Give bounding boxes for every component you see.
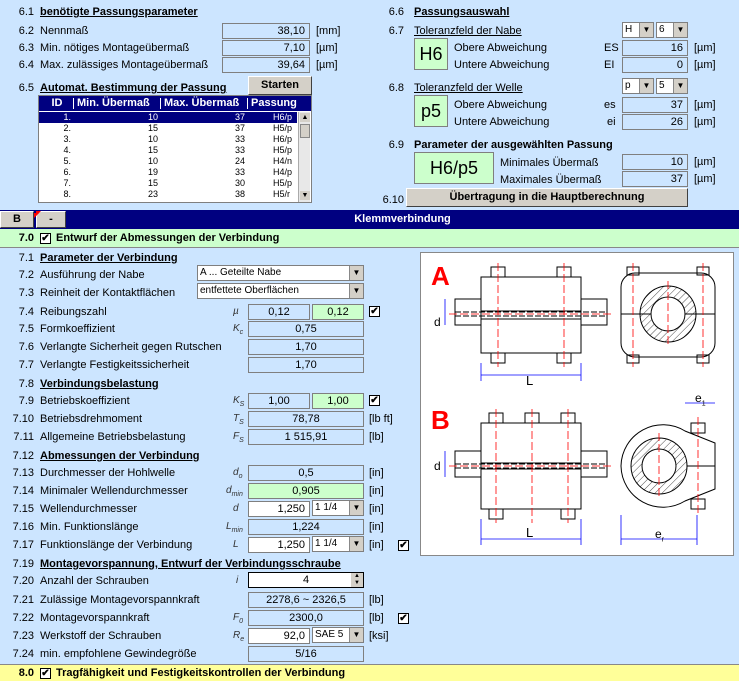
clamp-drawing-svg xyxy=(421,253,735,557)
dim-l-b: L xyxy=(526,525,534,540)
row-number: 6.5 xyxy=(18,82,34,94)
table-row[interactable] xyxy=(39,156,297,167)
table-cell: 15 xyxy=(147,123,158,133)
collapse-button[interactable]: - xyxy=(36,211,66,228)
dim-e2-sub: r xyxy=(661,536,665,544)
min-shaft-dia-value: 0,905 xyxy=(248,483,364,499)
shaft-tol-display: p5 xyxy=(414,95,448,127)
chevron-down-icon[interactable]: ▼ xyxy=(349,628,363,642)
row-number: 6.4 xyxy=(18,59,34,71)
hub-type-label: Ausführung der Nabe xyxy=(40,269,145,281)
friction-input[interactable]: 0,12 xyxy=(312,304,364,320)
bolt-count-value: 4 xyxy=(302,574,310,586)
hub-upper-value[interactable]: 16 xyxy=(622,40,688,56)
max-fit-label: Maximales Übermaß xyxy=(500,174,602,186)
row-number: 7.8 xyxy=(18,378,34,390)
table-cell: 15 xyxy=(147,145,158,155)
table-row[interactable] xyxy=(39,123,297,134)
table-cell: 19 xyxy=(147,167,158,177)
sec80-checkbox[interactable]: ✔ xyxy=(41,668,50,679)
table-cell: 10 xyxy=(147,156,158,166)
dim-d-b: d xyxy=(434,459,441,473)
strength-safety-value[interactable]: 1,70 xyxy=(248,357,364,373)
table-cell: H6/p xyxy=(273,112,293,122)
symbol-sub: e xyxy=(240,636,245,643)
symbol-sub: c xyxy=(239,329,244,336)
row-number: 6.6 xyxy=(388,6,404,18)
spinner-icon[interactable]: ▲ ▼ xyxy=(351,573,363,587)
unit: [lb ft] xyxy=(369,413,393,425)
surface-label: Reinheit der Kontaktflächen xyxy=(40,287,176,299)
dim-e1 xyxy=(695,391,706,407)
unit: [µm] xyxy=(694,99,716,111)
bolt-material-label: Werkstoff der Schrauben xyxy=(40,630,162,642)
hub-letter: H xyxy=(625,24,633,35)
shaft-dia-label: Wellendurchmesser xyxy=(40,503,138,515)
row-number: 7.23 xyxy=(12,630,34,642)
symbol-main: F xyxy=(233,612,240,623)
hub-upper-sym: ES xyxy=(604,42,619,54)
row-number: 7.3 xyxy=(18,287,34,299)
sec70-checkbox[interactable]: ✔ xyxy=(41,233,50,244)
table-cell: 30 xyxy=(234,178,245,188)
surface-select[interactable] xyxy=(197,283,364,299)
chevron-down-icon[interactable]: ▼ xyxy=(639,79,653,93)
chevron-down-icon[interactable]: ▼ xyxy=(349,537,363,551)
unit: [µm] xyxy=(694,156,716,168)
fit-select-title: Passungsauswahl xyxy=(414,6,510,18)
row-number: 7.4 xyxy=(18,306,34,318)
shaft-letter-select[interactable] xyxy=(622,78,654,94)
unit: [µm] xyxy=(316,42,338,54)
params-title: Parameter der Verbindung xyxy=(40,252,178,264)
row-number: 7.0 xyxy=(18,232,34,244)
table-cell: 3. xyxy=(63,134,71,144)
symbol: µ xyxy=(233,306,239,317)
table-cell: 33 xyxy=(234,167,245,177)
symbol-main: d xyxy=(233,467,239,478)
min-fit-label: Minimales Übermaß xyxy=(500,157,599,169)
table-cell: 2. xyxy=(63,123,71,133)
friction-value: 0,12 xyxy=(248,304,310,320)
row-number: 7.11 xyxy=(13,431,34,443)
shaft-dia-selected: 1 1/4 xyxy=(315,502,338,513)
row-number: 6.7 xyxy=(388,25,404,37)
thread-size-label: min. empfohlene Gewindegröße xyxy=(40,648,197,660)
strength-safety-label: Verlangte Festigkeitssicherheit xyxy=(40,359,190,371)
row-number: 7.2 xyxy=(18,269,34,281)
symbol-main: L xyxy=(226,521,232,532)
min-interference-label: Min. nötiges Montageübermaß xyxy=(40,42,190,54)
nominal-size-label: Nennmaß xyxy=(40,25,89,37)
dim-e2-main: e xyxy=(655,527,662,541)
scroll-up-icon[interactable]: ▲ xyxy=(301,114,309,121)
symbol: i xyxy=(236,575,239,586)
symbol xyxy=(226,521,243,534)
hub-upper-label: Obere Abweichung xyxy=(454,42,547,54)
allowed-preload-value: 2278,6 ~ 2326,5 xyxy=(248,592,364,608)
length-select[interactable] xyxy=(312,536,364,552)
slip-safety-label: Verlangte Sicherheit gegen Rutschen xyxy=(40,341,222,353)
row-number: 8.0 xyxy=(18,667,34,679)
table-row[interactable] xyxy=(39,189,297,200)
comment-marker-icon xyxy=(34,213,39,218)
table-cell: 4. xyxy=(63,145,71,155)
row-number: 6.9 xyxy=(388,139,404,151)
unit: [µm] xyxy=(694,59,716,71)
row-number: 7.14 xyxy=(12,485,34,497)
unit: [µm] xyxy=(694,116,716,128)
table-row[interactable] xyxy=(39,145,297,156)
unit: [in] xyxy=(369,539,384,551)
row-number: 7.21 xyxy=(12,594,34,606)
table-cell: 6. xyxy=(63,167,71,177)
chevron-down-icon[interactable]: ▼ xyxy=(349,284,363,298)
hub-type-select[interactable] xyxy=(197,265,364,281)
auto-fit-title: Automat. Bestimmung der Passung xyxy=(40,82,227,94)
symbol-sub: min xyxy=(231,491,243,498)
selected-fit-title: Parameter der ausgewählten Passung xyxy=(414,139,613,151)
symbol-sub: S xyxy=(239,419,244,426)
service-factor-input[interactable]: 1,00 xyxy=(312,393,364,409)
symbol xyxy=(233,431,244,444)
min-length-value: 1,224 xyxy=(248,519,364,535)
symbol-main: K xyxy=(233,395,240,406)
transfer-button[interactable]: Übertragung in die Hauptberechnung xyxy=(406,188,688,207)
shaft-dia-select[interactable] xyxy=(312,500,364,516)
row-number: 7.24 xyxy=(12,648,34,660)
unit: [in] xyxy=(369,521,384,533)
shaft-dia-input[interactable]: 1,250 xyxy=(248,501,310,517)
table-row[interactable] xyxy=(39,134,297,145)
friction-label: Reibungszahl xyxy=(40,306,107,318)
table-cell: H5/p xyxy=(273,123,293,133)
friction-checkbox[interactable]: ✔ xyxy=(370,306,379,317)
bolt-material-select[interactable] xyxy=(312,627,364,643)
dim-d-a: d xyxy=(434,315,441,329)
view-a-label: A xyxy=(431,261,450,291)
hub-letter-select[interactable] xyxy=(622,22,654,38)
bolt-count-input[interactable] xyxy=(248,572,364,588)
symbol-sub: S xyxy=(239,437,244,444)
torque-label: Betriebsdrehmoment xyxy=(40,413,143,425)
shaft-upper-label: Obere Abweichung xyxy=(454,99,547,111)
force-value[interactable]: 1 515,91 xyxy=(248,429,364,445)
bar-title: Klemmverbindung xyxy=(354,213,451,225)
hub-grade: 6 xyxy=(659,24,665,35)
unit: [ksi] xyxy=(369,630,389,642)
table-cell: 37 xyxy=(234,123,245,133)
force-label: Allgemeine Betriebsbelastung xyxy=(40,431,186,443)
row-number: 7.10 xyxy=(12,413,34,425)
service-factor-label: Betriebskoeffizient xyxy=(40,395,130,407)
unit: [in] xyxy=(369,503,384,515)
row-number: 7.6 xyxy=(18,341,34,353)
row-number: 7.16 xyxy=(12,521,34,533)
symbol xyxy=(233,413,244,426)
service-factor-value: 1,00 xyxy=(248,393,310,409)
hub-grade-select[interactable] xyxy=(656,22,688,38)
min-interference-value[interactable]: 7,10 xyxy=(222,40,310,56)
row-number: 7.22 xyxy=(12,612,34,624)
load-title: Verbindungsbelastung xyxy=(40,378,159,390)
table-cell: 5. xyxy=(63,156,71,166)
hollow-dia-value[interactable]: 0,5 xyxy=(248,465,364,481)
hub-tol-display: H6 xyxy=(414,38,448,70)
fit-table-body xyxy=(39,112,297,200)
slip-safety-value[interactable]: 1,70 xyxy=(248,339,364,355)
symbol xyxy=(233,612,243,625)
clamp-drawing xyxy=(420,252,734,556)
symbol xyxy=(233,630,244,643)
symbol-main: F xyxy=(233,431,240,442)
length-label: Funktionslänge der Verbindung xyxy=(40,539,193,551)
symbol-main: R xyxy=(233,630,241,641)
unit: [µm] xyxy=(694,42,716,54)
symbol xyxy=(233,467,242,480)
row-number: 7.20 xyxy=(12,575,34,587)
table-row[interactable] xyxy=(39,112,297,123)
symbol xyxy=(233,323,243,336)
shaft-upper-value[interactable]: 37 xyxy=(622,97,688,113)
shaft-lower-value[interactable]: 26 xyxy=(622,114,688,130)
max-interference-label: Max. zulässiges Montageübermaß xyxy=(40,59,209,71)
chevron-down-icon[interactable]: ▼ xyxy=(673,23,687,37)
surface-value: entfettete Oberflächen xyxy=(200,285,299,296)
row-number: 7.1 xyxy=(18,252,34,264)
table-cell: 7. xyxy=(63,178,71,188)
row-number: 7.5 xyxy=(18,323,34,335)
min-length-label: Min. Funktionslänge xyxy=(40,521,139,533)
length-checkbox[interactable]: ✔ xyxy=(399,540,408,551)
max-fit-value[interactable]: 37 xyxy=(622,171,688,187)
form-coef-value: 0,75 xyxy=(248,321,364,337)
row-number: 7.12 xyxy=(12,450,34,462)
shaft-lower-label: Untere Abweichung xyxy=(454,116,550,128)
view-b-label: B xyxy=(431,405,450,435)
symbol-sub: min xyxy=(231,527,243,534)
row-number: 7.13 xyxy=(12,467,34,479)
table-cell: H4/n xyxy=(273,156,293,166)
symbol-sub: 0 xyxy=(239,618,244,625)
dim-e1-main: e xyxy=(695,391,702,405)
symbol xyxy=(233,395,244,408)
dim-e2 xyxy=(655,527,664,543)
start-button[interactable]: Starten xyxy=(248,76,312,95)
chevron-down-icon[interactable]: ▼ xyxy=(349,501,363,515)
fit-table-header xyxy=(39,96,311,111)
table-cell: 10 xyxy=(147,134,158,144)
row-number: 6.1 xyxy=(18,6,34,18)
chevron-down-icon[interactable]: ▼ xyxy=(639,23,653,37)
unit: [µm] xyxy=(694,173,716,185)
section-80-row xyxy=(0,664,739,681)
fit-table[interactable] xyxy=(38,95,312,203)
symbol-main: d xyxy=(226,485,232,496)
bolt-material-value[interactable]: 92,0 xyxy=(248,628,310,644)
row-number: 7.15 xyxy=(12,503,34,515)
preload-label: Montagevorspannkraft xyxy=(40,612,150,624)
row-number: 6.3 xyxy=(18,42,34,54)
scrollbar[interactable] xyxy=(298,112,310,202)
col-min: Min. Übermaß xyxy=(77,97,150,109)
row-number: 6.10 xyxy=(382,194,404,206)
unit: [mm] xyxy=(316,25,341,37)
torque-value[interactable]: 78,78 xyxy=(248,411,364,427)
scroll-thumb[interactable] xyxy=(300,124,310,138)
table-cell: 10 xyxy=(147,112,158,122)
col-max: Max. Übermaß xyxy=(164,97,240,109)
selected-fit-display: H6/p5 xyxy=(414,152,494,184)
dims-title: Abmessungen der Verbindung xyxy=(40,450,200,462)
shaft-grade: 5 xyxy=(659,80,665,91)
sec70-label: Entwurf der Abmessungen der Verbindung xyxy=(56,232,280,244)
shaft-upper-sym: es xyxy=(604,99,616,111)
divider xyxy=(247,98,248,109)
row-number: 6.2 xyxy=(18,25,34,37)
table-row[interactable] xyxy=(39,167,297,178)
unit: [lb] xyxy=(369,612,384,624)
length-input[interactable]: 1,250 xyxy=(248,537,310,553)
preload-checkbox[interactable]: ✔ xyxy=(399,613,408,624)
symbol xyxy=(226,485,243,498)
col-id: ID xyxy=(51,97,63,109)
hub-tol-title: Toleranzfeld der Nabe xyxy=(414,25,522,37)
nominal-size-value[interactable]: 38,10 xyxy=(222,23,310,39)
shaft-tol-title: Toleranzfeld der Welle xyxy=(414,82,523,94)
form-coef-label: Formkoeffizient xyxy=(40,323,115,335)
section-70-row xyxy=(0,229,739,248)
table-cell: 37 xyxy=(234,112,245,122)
shaft-lower-sym: ei xyxy=(607,116,616,128)
shaft-grade-select[interactable] xyxy=(656,78,688,94)
table-cell: 38 xyxy=(234,189,245,199)
unit: [in] xyxy=(369,467,384,479)
bolt-material-selected: SAE 5 xyxy=(315,629,344,640)
service-factor-checkbox[interactable]: ✔ xyxy=(370,395,379,406)
min-fit-value[interactable]: 10 xyxy=(622,154,688,170)
unit: [in] xyxy=(369,485,384,497)
table-cell: 24 xyxy=(234,156,245,166)
table-cell: 33 xyxy=(234,134,245,144)
unit: [µm] xyxy=(316,59,338,71)
table-cell: 15 xyxy=(147,178,158,188)
row-number: 6.8 xyxy=(388,82,404,94)
symbol-main: K xyxy=(233,323,240,334)
dim-e1-sub: 1 xyxy=(701,400,706,408)
hub-lower-sym: EI xyxy=(604,59,615,71)
row-number: 7.9 xyxy=(18,395,34,407)
table-row[interactable] xyxy=(39,178,297,189)
sec80-label: Tragfähigkeit und Festigkeitskontrollen der Verbindung xyxy=(56,667,346,679)
table-cell: 8. xyxy=(63,189,71,199)
unit: [lb] xyxy=(369,431,384,443)
table-cell: H6/p xyxy=(273,134,293,144)
symbol-sub: S xyxy=(239,401,245,408)
divider xyxy=(73,98,74,109)
table-cell: 23 xyxy=(147,189,158,199)
min-shaft-dia-label: Minimaler Wellendurchmesser xyxy=(40,485,188,497)
table-cell: H5/p xyxy=(273,145,293,155)
table-cell: 1. xyxy=(63,112,71,122)
row-number: 7.17 xyxy=(12,539,34,551)
thread-size-value: 5/16 xyxy=(248,646,364,662)
length-selected: 1 1/4 xyxy=(315,538,338,549)
dim-l-a: L xyxy=(526,373,534,388)
allowed-preload-label: Zulässige Montagevorspannkraft xyxy=(40,594,200,606)
preload-value[interactable]: 2300,0 xyxy=(248,610,364,626)
row-number: 7.7 xyxy=(18,359,34,371)
b-button[interactable]: B xyxy=(0,211,34,228)
table-cell: H4/p xyxy=(273,167,293,177)
symbol: L xyxy=(233,539,239,550)
symbol-main: T xyxy=(233,413,240,424)
max-interference-value[interactable]: 39,64 xyxy=(222,57,310,73)
scroll-down-icon[interactable]: ▼ xyxy=(301,192,309,199)
section-bar xyxy=(0,210,739,229)
chevron-down-icon[interactable]: ▼ xyxy=(673,79,687,93)
hub-lower-value[interactable]: 0 xyxy=(622,57,688,73)
symbol: d xyxy=(233,503,239,514)
shaft-letter: p xyxy=(625,80,631,91)
table-cell: H5/r xyxy=(273,189,291,199)
hollow-dia-label: Durchmesser der Hohlwelle xyxy=(40,467,176,479)
divider xyxy=(160,98,161,109)
row-number: 7.19 xyxy=(12,558,34,570)
unit: [lb] xyxy=(369,594,384,606)
section-title: benötigte Passungsparameter xyxy=(40,6,198,18)
table-cell: 33 xyxy=(234,145,245,155)
hub-lower-label: Untere Abweichung xyxy=(454,59,550,71)
symbol-sub: o xyxy=(238,473,243,480)
bolt-count-label: Anzahl der Schrauben xyxy=(40,575,149,587)
table-cell: H5/p xyxy=(273,178,293,188)
bolts-title: Montagevorspannung, Entwurf der Verbindungsschraube xyxy=(40,558,341,570)
col-fit: Passung xyxy=(251,97,297,109)
hub-type-value: A ... Geteilte Nabe xyxy=(200,267,282,278)
chevron-down-icon[interactable]: ▼ xyxy=(349,266,363,280)
